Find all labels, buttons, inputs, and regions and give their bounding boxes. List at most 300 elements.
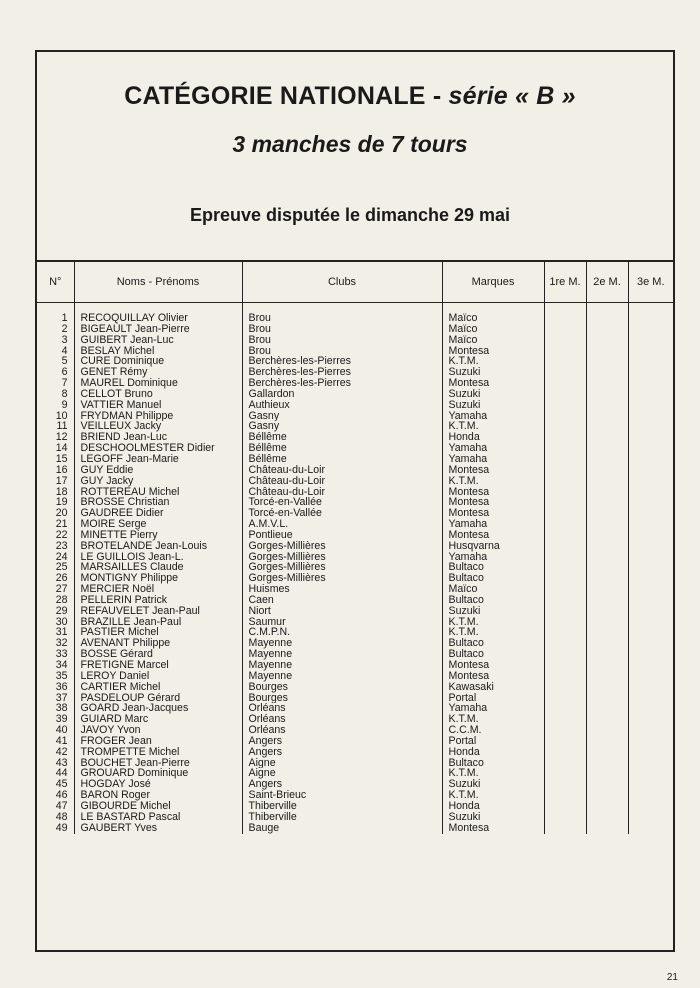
- manche-3-cell: [628, 519, 673, 530]
- rider-brand: Honda: [442, 801, 544, 812]
- rider-number: 17: [55, 475, 68, 487]
- rider-brand: Yamaha: [442, 411, 544, 422]
- rider-club: Huismes: [242, 584, 442, 595]
- manche-3-cell: [628, 562, 673, 573]
- manche-3-cell: [628, 627, 673, 638]
- manche-2-cell: [586, 313, 628, 324]
- rider-name: BROSSE Christian: [74, 497, 242, 508]
- rider-name: LEROY Daniel: [74, 671, 242, 682]
- manche-3-cell: [628, 801, 673, 812]
- manche-1-cell: [544, 595, 586, 606]
- manche-2-cell: [586, 497, 628, 508]
- rider-brand: Portal: [442, 693, 544, 704]
- rider-club: Gorges-Millières: [242, 562, 442, 573]
- table-row: [37, 660, 673, 671]
- table-row: [37, 747, 673, 758]
- rider-club: Thiberville: [242, 801, 442, 812]
- manche-1-cell: [544, 768, 586, 779]
- rider-brand: Montesa: [442, 378, 544, 389]
- rider-name: GENET Rémy: [74, 367, 242, 378]
- manche-3-cell: [628, 497, 673, 508]
- rider-club: Bauge: [242, 823, 442, 834]
- table-row: [37, 703, 673, 714]
- rider-name: BIGEAULT Jean-Pierre: [74, 324, 242, 335]
- table-row: [37, 801, 673, 812]
- table-row: [37, 541, 673, 552]
- rider-name: PASTIER Michel: [74, 627, 242, 638]
- rider-club: Mayenne: [242, 638, 442, 649]
- manche-3-cell: [628, 552, 673, 563]
- manche-2-cell: [586, 617, 628, 628]
- manche-1-cell: [544, 801, 586, 812]
- rider-club: Béllême: [242, 432, 442, 443]
- rider-club: Saint-Brieuc: [242, 790, 442, 801]
- rider-club: Orléans: [242, 714, 442, 725]
- table-row: [37, 573, 673, 584]
- manche-3-cell: [628, 487, 673, 498]
- rider-number: 42: [55, 746, 68, 758]
- rider-club: Orléans: [242, 703, 442, 714]
- header-manche-2: 2e M.: [586, 261, 628, 303]
- rider-club: Thiberville: [242, 812, 442, 823]
- manche-2-cell: [586, 454, 628, 465]
- manche-2-cell: [586, 736, 628, 747]
- rider-number: 12: [55, 432, 68, 444]
- rider-number: 21: [55, 519, 68, 530]
- rider-brand: Honda: [442, 747, 544, 758]
- rider-club: A.M.V.L.: [242, 519, 442, 530]
- table-row: [37, 638, 673, 649]
- manche-2-cell: [586, 693, 628, 704]
- table-header-row: [37, 261, 673, 303]
- title-serie: série « B »: [448, 82, 576, 110]
- rider-club: Angers: [242, 736, 442, 747]
- rider-club: Gallardon: [242, 389, 442, 400]
- rider-name: GUY Eddie: [74, 465, 242, 476]
- rider-number: 18: [55, 486, 68, 498]
- rider-name: PELLERIN Patrick: [74, 595, 242, 606]
- table-row: [37, 823, 673, 834]
- rider-club: Aigne: [242, 768, 442, 779]
- rider-name: GAUDREE Didier: [74, 508, 242, 519]
- manche-3-cell: [628, 638, 673, 649]
- rider-brand: Suzuki: [442, 367, 544, 378]
- rider-number: 44: [55, 768, 68, 780]
- manche-3-cell: [628, 400, 673, 411]
- rider-number: 9: [61, 399, 68, 411]
- manche-1-cell: [544, 660, 586, 671]
- rider-name: GOARD Jean-Jacques: [74, 703, 242, 714]
- table-row: [37, 714, 673, 725]
- rider-name: BARON Roger: [74, 790, 242, 801]
- manche-3-cell: [628, 617, 673, 628]
- rider-number: 43: [55, 757, 68, 769]
- rider-brand: Bultaco: [442, 595, 544, 606]
- manche-3-cell: [628, 693, 673, 704]
- manche-2-cell: [586, 508, 628, 519]
- table-row: [37, 421, 673, 432]
- rider-club: Mayenne: [242, 671, 442, 682]
- rider-name: FRETIGNE Marcel: [74, 660, 242, 671]
- rider-club: Brou: [242, 346, 442, 357]
- rider-club: Gorges-Millières: [242, 573, 442, 584]
- rider-brand: C.C.M.: [442, 725, 544, 736]
- manche-1-cell: [544, 823, 586, 834]
- rider-club: Orléans: [242, 725, 442, 736]
- rider-number: 28: [55, 594, 68, 606]
- manche-2-cell: [586, 378, 628, 389]
- manche-1-cell: [544, 693, 586, 704]
- rider-club: Brou: [242, 335, 442, 346]
- manche-2-cell: [586, 812, 628, 823]
- manche-3-cell: [628, 530, 673, 541]
- header-num: N°: [37, 261, 74, 303]
- manche-3-cell: [628, 411, 673, 422]
- table-row: [37, 324, 673, 335]
- manche-3-cell: [628, 595, 673, 606]
- rider-club: Berchères-les-Pierres: [242, 356, 442, 367]
- rider-club: C.M.P.N.: [242, 627, 442, 638]
- title-main: CATÉGORIE NATIONALE -: [124, 82, 449, 110]
- manche-1-cell: [544, 703, 586, 714]
- rider-name: TROMPETTE Michel: [74, 747, 242, 758]
- manche-1-cell: [544, 541, 586, 552]
- spacer-cell: [544, 303, 586, 314]
- manche-2-cell: [586, 519, 628, 530]
- rider-brand: K.T.M.: [442, 476, 544, 487]
- manche-3-cell: [628, 812, 673, 823]
- rider-brand: Yamaha: [442, 443, 544, 454]
- manche-3-cell: [628, 736, 673, 747]
- rider-name: GROUARD Dominique: [74, 768, 242, 779]
- rider-club: Château-du-Loir: [242, 487, 442, 498]
- rider-name: VATTIER Manuel: [74, 400, 242, 411]
- rider-brand: Portal: [442, 736, 544, 747]
- manche-1-cell: [544, 487, 586, 498]
- rider-brand: Bultaco: [442, 758, 544, 769]
- table-row: [37, 519, 673, 530]
- rider-name: CURE Dominique: [74, 356, 242, 367]
- manche-1-cell: [544, 617, 586, 628]
- rider-number: 23: [55, 540, 68, 552]
- manche-1-cell: [544, 389, 586, 400]
- rider-name: LE BASTARD Pascal: [74, 812, 242, 823]
- rider-club: Berchères-les-Pierres: [242, 367, 442, 378]
- manche-2-cell: [586, 682, 628, 693]
- rider-number: 8: [61, 388, 68, 400]
- rider-club: Angers: [242, 747, 442, 758]
- table-row: [37, 411, 673, 422]
- manche-1-cell: [544, 747, 586, 758]
- manche-1-cell: [544, 454, 586, 465]
- manche-2-cell: [586, 443, 628, 454]
- rider-name: CARTIER Michel: [74, 682, 242, 693]
- manche-2-cell: [586, 606, 628, 617]
- rider-club: Mayenne: [242, 649, 442, 660]
- spacer-cell: [628, 303, 673, 314]
- manche-3-cell: [628, 346, 673, 357]
- manche-1-cell: [544, 682, 586, 693]
- rider-club: Château-du-Loir: [242, 465, 442, 476]
- table-row: [37, 487, 673, 498]
- rider-club: Béllême: [242, 443, 442, 454]
- table-row: [37, 432, 673, 443]
- rider-number: 19: [55, 497, 68, 509]
- manche-1-cell: [544, 443, 586, 454]
- rider-brand: Montesa: [442, 487, 544, 498]
- rider-name: ROTTEREAU Michel: [74, 487, 242, 498]
- table-row: [37, 790, 673, 801]
- table-row: [37, 768, 673, 779]
- manche-2-cell: [586, 562, 628, 573]
- manche-1-cell: [544, 671, 586, 682]
- spacer-cell: [37, 303, 74, 314]
- rider-name: RECOQUILLAY Olivier: [74, 313, 242, 324]
- table-row: [37, 346, 673, 357]
- rider-number: 5: [61, 356, 68, 368]
- manche-1-cell: [544, 530, 586, 541]
- header-manche-1: 1re M.: [544, 261, 586, 303]
- rider-brand: Montesa: [442, 660, 544, 671]
- manche-2-cell: [586, 432, 628, 443]
- manche-1-cell: [544, 356, 586, 367]
- manche-1-cell: [544, 335, 586, 346]
- rider-brand: Honda: [442, 432, 544, 443]
- manche-2-cell: [586, 335, 628, 346]
- manche-1-cell: [544, 497, 586, 508]
- manche-3-cell: [628, 768, 673, 779]
- manche-1-cell: [544, 367, 586, 378]
- rider-brand: Montesa: [442, 465, 544, 476]
- rider-brand: Montesa: [442, 508, 544, 519]
- rider-name: MAUREL Dominique: [74, 378, 242, 389]
- rider-number: 7: [61, 378, 68, 389]
- manche-1-cell: [544, 758, 586, 769]
- rider-name: GAUBERT Yves: [74, 823, 242, 834]
- manche-3-cell: [628, 714, 673, 725]
- manche-3-cell: [628, 584, 673, 595]
- spacer-cell: [586, 303, 628, 314]
- rider-name: CELLOT Bruno: [74, 389, 242, 400]
- manche-2-cell: [586, 530, 628, 541]
- rider-brand: K.T.M.: [442, 790, 544, 801]
- manche-3-cell: [628, 378, 673, 389]
- rider-number: 4: [61, 345, 68, 357]
- rider-brand: Bultaco: [442, 573, 544, 584]
- rider-number: 6: [61, 367, 68, 379]
- manche-2-cell: [586, 389, 628, 400]
- rider-name: MINETTE Pierry: [74, 530, 242, 541]
- manche-3-cell: [628, 790, 673, 801]
- manche-3-cell: [628, 421, 673, 432]
- table-row: [37, 389, 673, 400]
- rider-number: 15: [55, 453, 68, 465]
- rider-name: DESCHOOLMESTER Didier: [74, 443, 242, 454]
- rider-number: 31: [55, 627, 68, 639]
- rider-club: Caen: [242, 595, 442, 606]
- table-row: [37, 725, 673, 736]
- table-row: [37, 552, 673, 563]
- table-row: [37, 465, 673, 476]
- table-row: [37, 497, 673, 508]
- rider-number: 16: [55, 464, 68, 476]
- rider-brand: Montesa: [442, 530, 544, 541]
- rider-number: 49: [55, 822, 68, 834]
- rider-name: REFAUVELET Jean-Paul: [74, 606, 242, 617]
- spacer-cell: [442, 303, 544, 314]
- manche-1-cell: [544, 552, 586, 563]
- manche-1-cell: [544, 790, 586, 801]
- manche-3-cell: [628, 324, 673, 335]
- rider-brand: K.T.M.: [442, 421, 544, 432]
- table-row: [37, 649, 673, 660]
- rider-club: Authieux: [242, 400, 442, 411]
- manche-1-cell: [544, 519, 586, 530]
- table-row: [37, 779, 673, 790]
- rider-brand: Maïco: [442, 335, 544, 346]
- page-number: 21: [666, 972, 678, 983]
- manche-2-cell: [586, 573, 628, 584]
- rider-club: Saumur: [242, 617, 442, 628]
- manche-2-cell: [586, 552, 628, 563]
- header-manche-3: 3e M.: [628, 261, 673, 303]
- rider-brand: K.T.M.: [442, 356, 544, 367]
- manche-3-cell: [628, 356, 673, 367]
- table-row: [37, 758, 673, 769]
- table-row: [37, 671, 673, 682]
- rider-brand: K.T.M.: [442, 768, 544, 779]
- rider-club: Gorges-Millières: [242, 552, 442, 563]
- rider-name: BROTELANDE Jean-Louis: [74, 541, 242, 552]
- rider-number: 34: [55, 660, 68, 671]
- rider-club: Gasny: [242, 421, 442, 432]
- spacer-row: [37, 303, 673, 314]
- manche-1-cell: [544, 779, 586, 790]
- manche-3-cell: [628, 443, 673, 454]
- manche-3-cell: [628, 454, 673, 465]
- manche-2-cell: [586, 541, 628, 552]
- manche-2-cell: [586, 324, 628, 335]
- rider-brand: Bultaco: [442, 562, 544, 573]
- rider-brand: K.T.M.: [442, 617, 544, 628]
- rider-number: 30: [55, 616, 68, 628]
- table-row: [37, 595, 673, 606]
- manche-2-cell: [586, 367, 628, 378]
- page-title: [0, 82, 700, 111]
- manche-1-cell: [544, 812, 586, 823]
- rider-number: 47: [55, 800, 68, 812]
- manche-2-cell: [586, 671, 628, 682]
- manche-3-cell: [628, 725, 673, 736]
- rider-brand: Montesa: [442, 346, 544, 357]
- manche-3-cell: [628, 823, 673, 834]
- rider-brand: Suzuki: [442, 400, 544, 411]
- manche-1-cell: [544, 378, 586, 389]
- table-row: [37, 378, 673, 389]
- rider-number: 36: [55, 681, 68, 693]
- manche-3-cell: [628, 573, 673, 584]
- rider-brand: Yamaha: [442, 454, 544, 465]
- table-row: [37, 617, 673, 628]
- rider-number: 46: [55, 790, 68, 801]
- rider-number: 11: [56, 421, 68, 433]
- rider-brand: Husqvarna: [442, 541, 544, 552]
- manche-3-cell: [628, 389, 673, 400]
- rider-brand: Montesa: [442, 671, 544, 682]
- rider-club: Béllême: [242, 454, 442, 465]
- manche-1-cell: [544, 476, 586, 487]
- subtitle: 3 manches de 7 tours: [232, 131, 468, 157]
- manche-2-cell: [586, 584, 628, 595]
- manche-3-cell: [628, 660, 673, 671]
- rider-club: Gasny: [242, 411, 442, 422]
- rider-name: BESLAY Michel: [74, 346, 242, 357]
- manche-2-cell: [586, 779, 628, 790]
- rider-number: 35: [55, 670, 68, 682]
- rider-name: GUY Jacky: [74, 476, 242, 487]
- rider-number: 24: [55, 551, 68, 563]
- table-row: [37, 627, 673, 638]
- rider-name: BRIEND Jean-Luc: [74, 432, 242, 443]
- manche-1-cell: [544, 346, 586, 357]
- rider-club: Château-du-Loir: [242, 476, 442, 487]
- manche-1-cell: [544, 508, 586, 519]
- rider-name: LEGOFF Jean-Marie: [74, 454, 242, 465]
- table-row: [37, 335, 673, 346]
- manche-1-cell: [544, 627, 586, 638]
- rider-name: MONTIGNY Philippe: [74, 573, 242, 584]
- rider-name: BOSSE Gérard: [74, 649, 242, 660]
- rider-number: 48: [55, 811, 68, 823]
- manche-2-cell: [586, 790, 628, 801]
- rider-number: 45: [55, 779, 68, 791]
- manche-1-cell: [544, 638, 586, 649]
- rider-brand: Maïco: [442, 584, 544, 595]
- table-row: [37, 454, 673, 465]
- manche-2-cell: [586, 476, 628, 487]
- table-row: [37, 812, 673, 823]
- rider-number: 2: [61, 323, 68, 335]
- rider-number: 20: [55, 508, 68, 520]
- manche-3-cell: [628, 476, 673, 487]
- rider-name: GUIBERT Jean-Luc: [74, 335, 242, 346]
- manche-1-cell: [544, 313, 586, 324]
- manche-2-cell: [586, 801, 628, 812]
- rider-club: Gorges-Millières: [242, 541, 442, 552]
- table-row: [37, 476, 673, 487]
- rider-club: Aigne: [242, 758, 442, 769]
- table-row: [37, 693, 673, 704]
- rider-brand: Montesa: [442, 823, 544, 834]
- manche-2-cell: [586, 758, 628, 769]
- table-row: [37, 508, 673, 519]
- rider-brand: Bultaco: [442, 649, 544, 660]
- rider-club: Torcé-en-Vallée: [242, 497, 442, 508]
- rider-brand: Maïco: [442, 313, 544, 324]
- rider-brand: Montesa: [442, 497, 544, 508]
- rider-number: 1: [61, 313, 68, 324]
- table-row: [37, 530, 673, 541]
- rider-number: 14: [55, 443, 68, 454]
- manche-2-cell: [586, 627, 628, 638]
- table-row: [37, 313, 673, 324]
- manche-2-cell: [586, 649, 628, 660]
- rider-brand: K.T.M.: [442, 714, 544, 725]
- manche-3-cell: [628, 758, 673, 769]
- manche-3-cell: [628, 747, 673, 758]
- manche-3-cell: [628, 508, 673, 519]
- table-row: [37, 367, 673, 378]
